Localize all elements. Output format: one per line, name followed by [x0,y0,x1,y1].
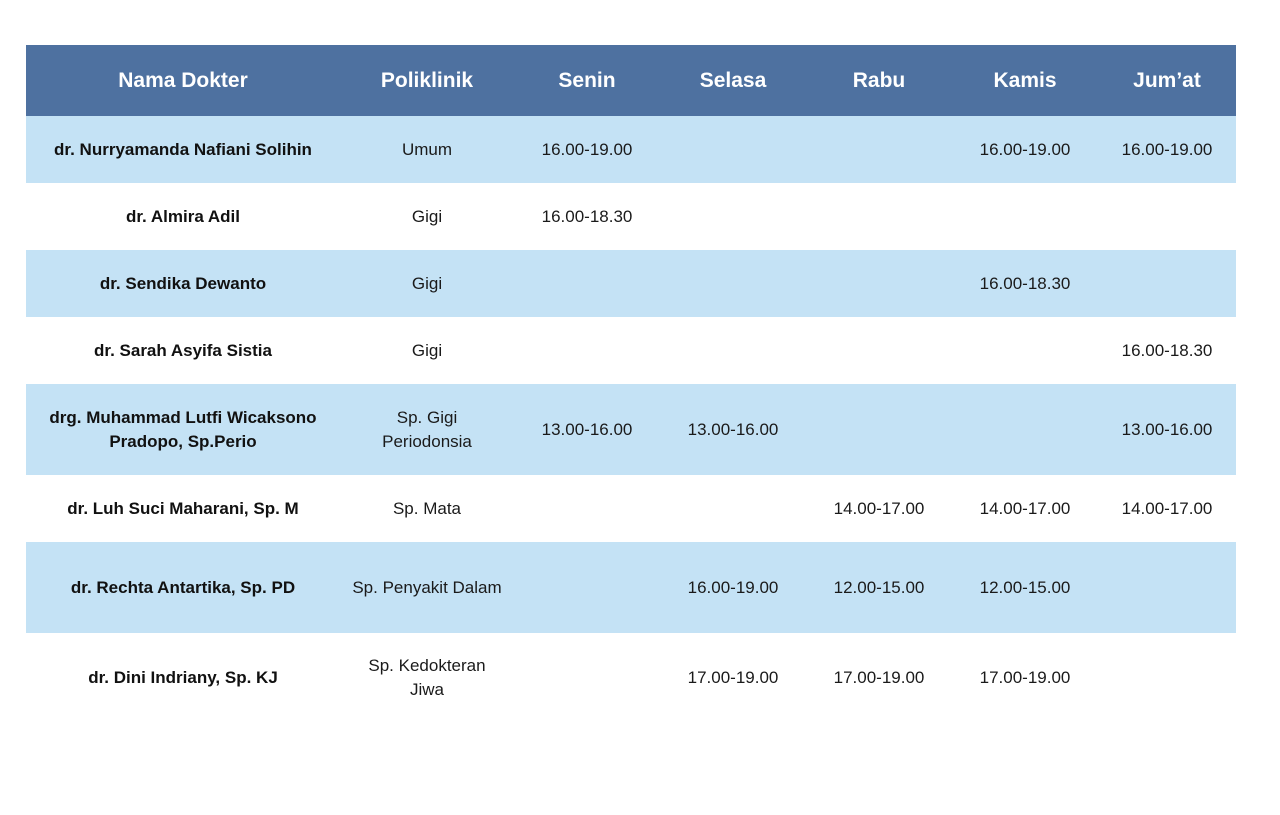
schedule-kamis: 12.00-15.00 [952,542,1098,633]
doctor-name: dr. Almira Adil [26,183,340,250]
table-row [26,250,1236,317]
doctor-name: dr. Nurryamanda Nafiani Solihin [26,116,340,183]
doctor-name: dr. Rechta Antartika, Sp. PD [26,542,340,633]
schedule-jumat [1098,542,1236,633]
schedule-senin [514,542,660,633]
schedule-selasa: 16.00-19.00 [660,542,806,633]
schedule-selasa [660,116,806,183]
doctor-name: dr. Luh Suci Maharani, Sp. M [26,475,340,542]
schedule-rabu [806,183,952,250]
schedule-senin: 16.00-19.00 [514,116,660,183]
header-jumat: Jum’at [1098,45,1236,116]
header-poliklinik: Poliklinik [340,45,514,116]
poliklinik: Sp. Mata [340,475,514,542]
schedule-jumat: 16.00-19.00 [1098,116,1236,183]
schedule-senin: 13.00-16.00 [514,384,660,475]
header-rabu: Rabu [806,45,952,116]
table-row [26,633,1236,723]
poliklinik: Sp. Kedokteran Jiwa [340,633,514,723]
schedule-jumat: 14.00-17.00 [1098,475,1236,542]
schedule-selasa [660,250,806,317]
schedule-kamis [952,384,1098,475]
schedule-selasa: 17.00-19.00 [660,633,806,723]
doctor-name: dr. Sendika Dewanto [26,250,340,317]
schedule-rabu [806,384,952,475]
schedule-senin: 16.00-18.30 [514,183,660,250]
schedule-rabu: 12.00-15.00 [806,542,952,633]
schedule-kamis: 16.00-18.30 [952,250,1098,317]
poliklinik: Sp. Penyakit Dalam [340,542,514,633]
schedule-selasa [660,475,806,542]
table-row [26,542,1236,633]
header-senin: Senin [514,45,660,116]
poliklinik: Gigi [340,183,514,250]
schedule-rabu: 14.00-17.00 [806,475,952,542]
schedule-rabu [806,250,952,317]
table-row [26,317,1236,384]
doctor-schedule-table [26,45,1236,723]
schedule-rabu [806,317,952,384]
schedule-jumat [1098,250,1236,317]
schedule-kamis: 16.00-19.00 [952,116,1098,183]
schedule-senin [514,633,660,723]
schedule-jumat: 16.00-18.30 [1098,317,1236,384]
doctor-name: dr. Dini Indriany, Sp. KJ [26,633,340,723]
schedule-rabu: 17.00-19.00 [806,633,952,723]
poliklinik: Gigi [340,250,514,317]
header-nama-dokter: Nama Dokter [26,45,340,116]
schedule-selasa [660,183,806,250]
poliklinik: Gigi [340,317,514,384]
schedule-senin [514,250,660,317]
schedule-kamis [952,317,1098,384]
schedule-kamis: 14.00-17.00 [952,475,1098,542]
schedule-selasa [660,317,806,384]
schedule-selasa: 13.00-16.00 [660,384,806,475]
poliklinik: Sp. Gigi Periodonsia [340,384,514,475]
poliklinik: Umum [340,116,514,183]
header-kamis: Kamis [952,45,1098,116]
schedule-senin [514,475,660,542]
table-row [26,384,1236,475]
table-row [26,116,1236,183]
table-header-row [26,45,1236,116]
header-selasa: Selasa [660,45,806,116]
schedule-senin [514,317,660,384]
schedule-rabu [806,116,952,183]
table-row [26,475,1236,542]
schedule-kamis [952,183,1098,250]
table-row [26,183,1236,250]
doctor-name: dr. Sarah Asyifa Sistia [26,317,340,384]
schedule-jumat [1098,633,1236,723]
schedule-jumat [1098,183,1236,250]
schedule-kamis: 17.00-19.00 [952,633,1098,723]
schedule-jumat: 13.00-16.00 [1098,384,1236,475]
doctor-name: drg. Muhammad Lutfi Wicaksono Pradopo, Sp.Perio [26,384,340,475]
